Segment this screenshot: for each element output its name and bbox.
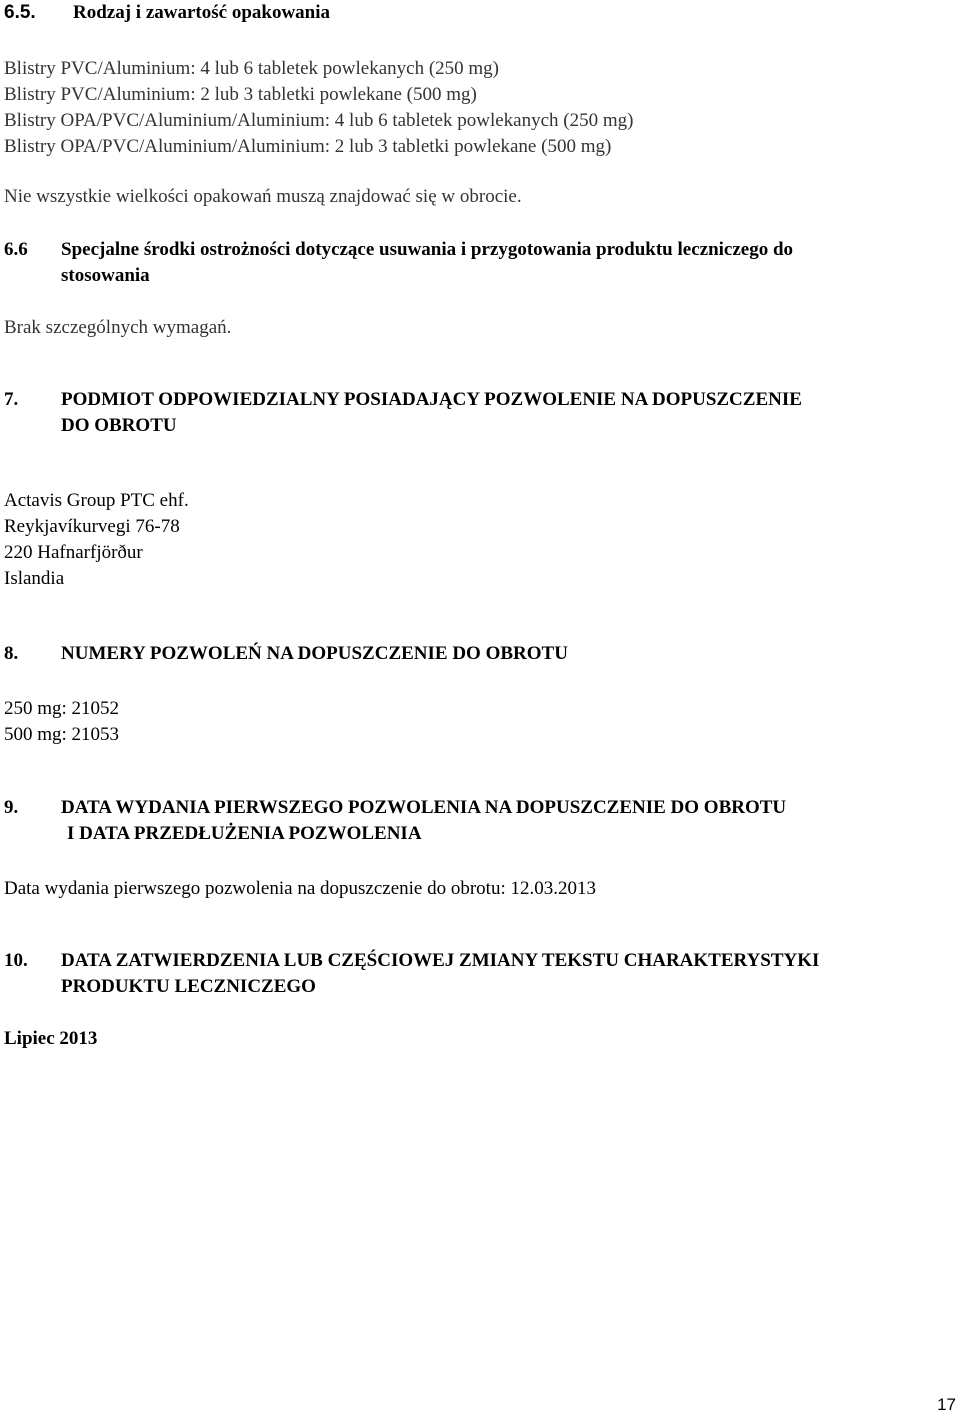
section-9-title-line-2: I DATA PRZEDŁUŻENIA POZWOLENIA	[67, 823, 422, 844]
section-10-number: 10.	[4, 950, 28, 971]
section-7-title-line-1: PODMIOT ODPOWIEDZIALNY POSIADAJĄCY POZWOLENIE NA DOPUSZCZENIE	[61, 389, 802, 410]
section-9-number: 9.	[4, 797, 19, 818]
revision-date: Lipiec 2013	[4, 1028, 98, 1049]
section-6-6-number: 6.6	[4, 239, 28, 260]
package-line-3: Blistry OPA/PVC/Aluminium/Aluminium: 4 lub 6 tabletek powlekanych (250 mg)	[4, 110, 634, 131]
address-line-1: Actavis Group PTC ehf.	[4, 490, 189, 511]
permit-500mg: 500 mg: 21053	[4, 724, 120, 745]
section-6-6-title-line-1: Specjalne środki ostrożności dotyczące usuwania i przygotowania produktu leczniczego do	[61, 239, 794, 260]
section-6-6-text: Brak szczególnych wymagań.	[4, 317, 232, 338]
package-line-2: Blistry PVC/Aluminium: 2 lub 3 tabletki powlekane (500 mg)	[4, 84, 477, 105]
section-7-number: 7.	[4, 389, 19, 410]
section-6-6-title-line-2: stosowania	[61, 265, 150, 286]
section-8-title: NUMERY POZWOLEŃ NA DOPUSZCZENIE DO OBROTU	[61, 643, 568, 664]
permit-250mg: 250 mg: 21052	[4, 698, 120, 719]
page-number: 17	[937, 1395, 956, 1414]
section-7-title-line-2: DO OBROTU	[61, 415, 177, 436]
package-note: Nie wszystkie wielkości opakowań muszą znajdować się w obrocie.	[4, 186, 522, 207]
section-8-number: 8.	[4, 643, 19, 664]
section-10-title-line-2: PRODUKTU LECZNICZEGO	[61, 976, 316, 997]
address-line-2: Reykjavíkurvegi 76-78	[4, 516, 180, 537]
package-line-1: Blistry PVC/Aluminium: 4 lub 6 tabletek powlekanych (250 mg)	[4, 58, 500, 79]
section-6-5-title: Rodzaj i zawartość opakowania	[73, 2, 331, 23]
section-9-text: Data wydania pierwszego pozwolenia na dopuszczenie do obrotu: 12.03.2013	[4, 878, 596, 899]
package-line-4: Blistry OPA/PVC/Aluminium/Aluminium: 2 lub 3 tabletki powlekane (500 mg)	[4, 136, 612, 157]
section-6-5-number: 6.5.	[4, 2, 36, 23]
address-line-3: 220 Hafnarfjörður	[4, 542, 143, 563]
section-10-title-line-1: DATA ZATWIERDZENIA LUB CZĘŚCIOWEJ ZMIANY TEKSTU CHARAKTERYSTYKI	[61, 950, 820, 971]
section-9-title-line-1: DATA WYDANIA PIERWSZEGO POZWOLENIA NA DOPUSZCZENIE DO OBROTU	[61, 797, 787, 818]
address-line-4: Islandia	[4, 568, 65, 589]
